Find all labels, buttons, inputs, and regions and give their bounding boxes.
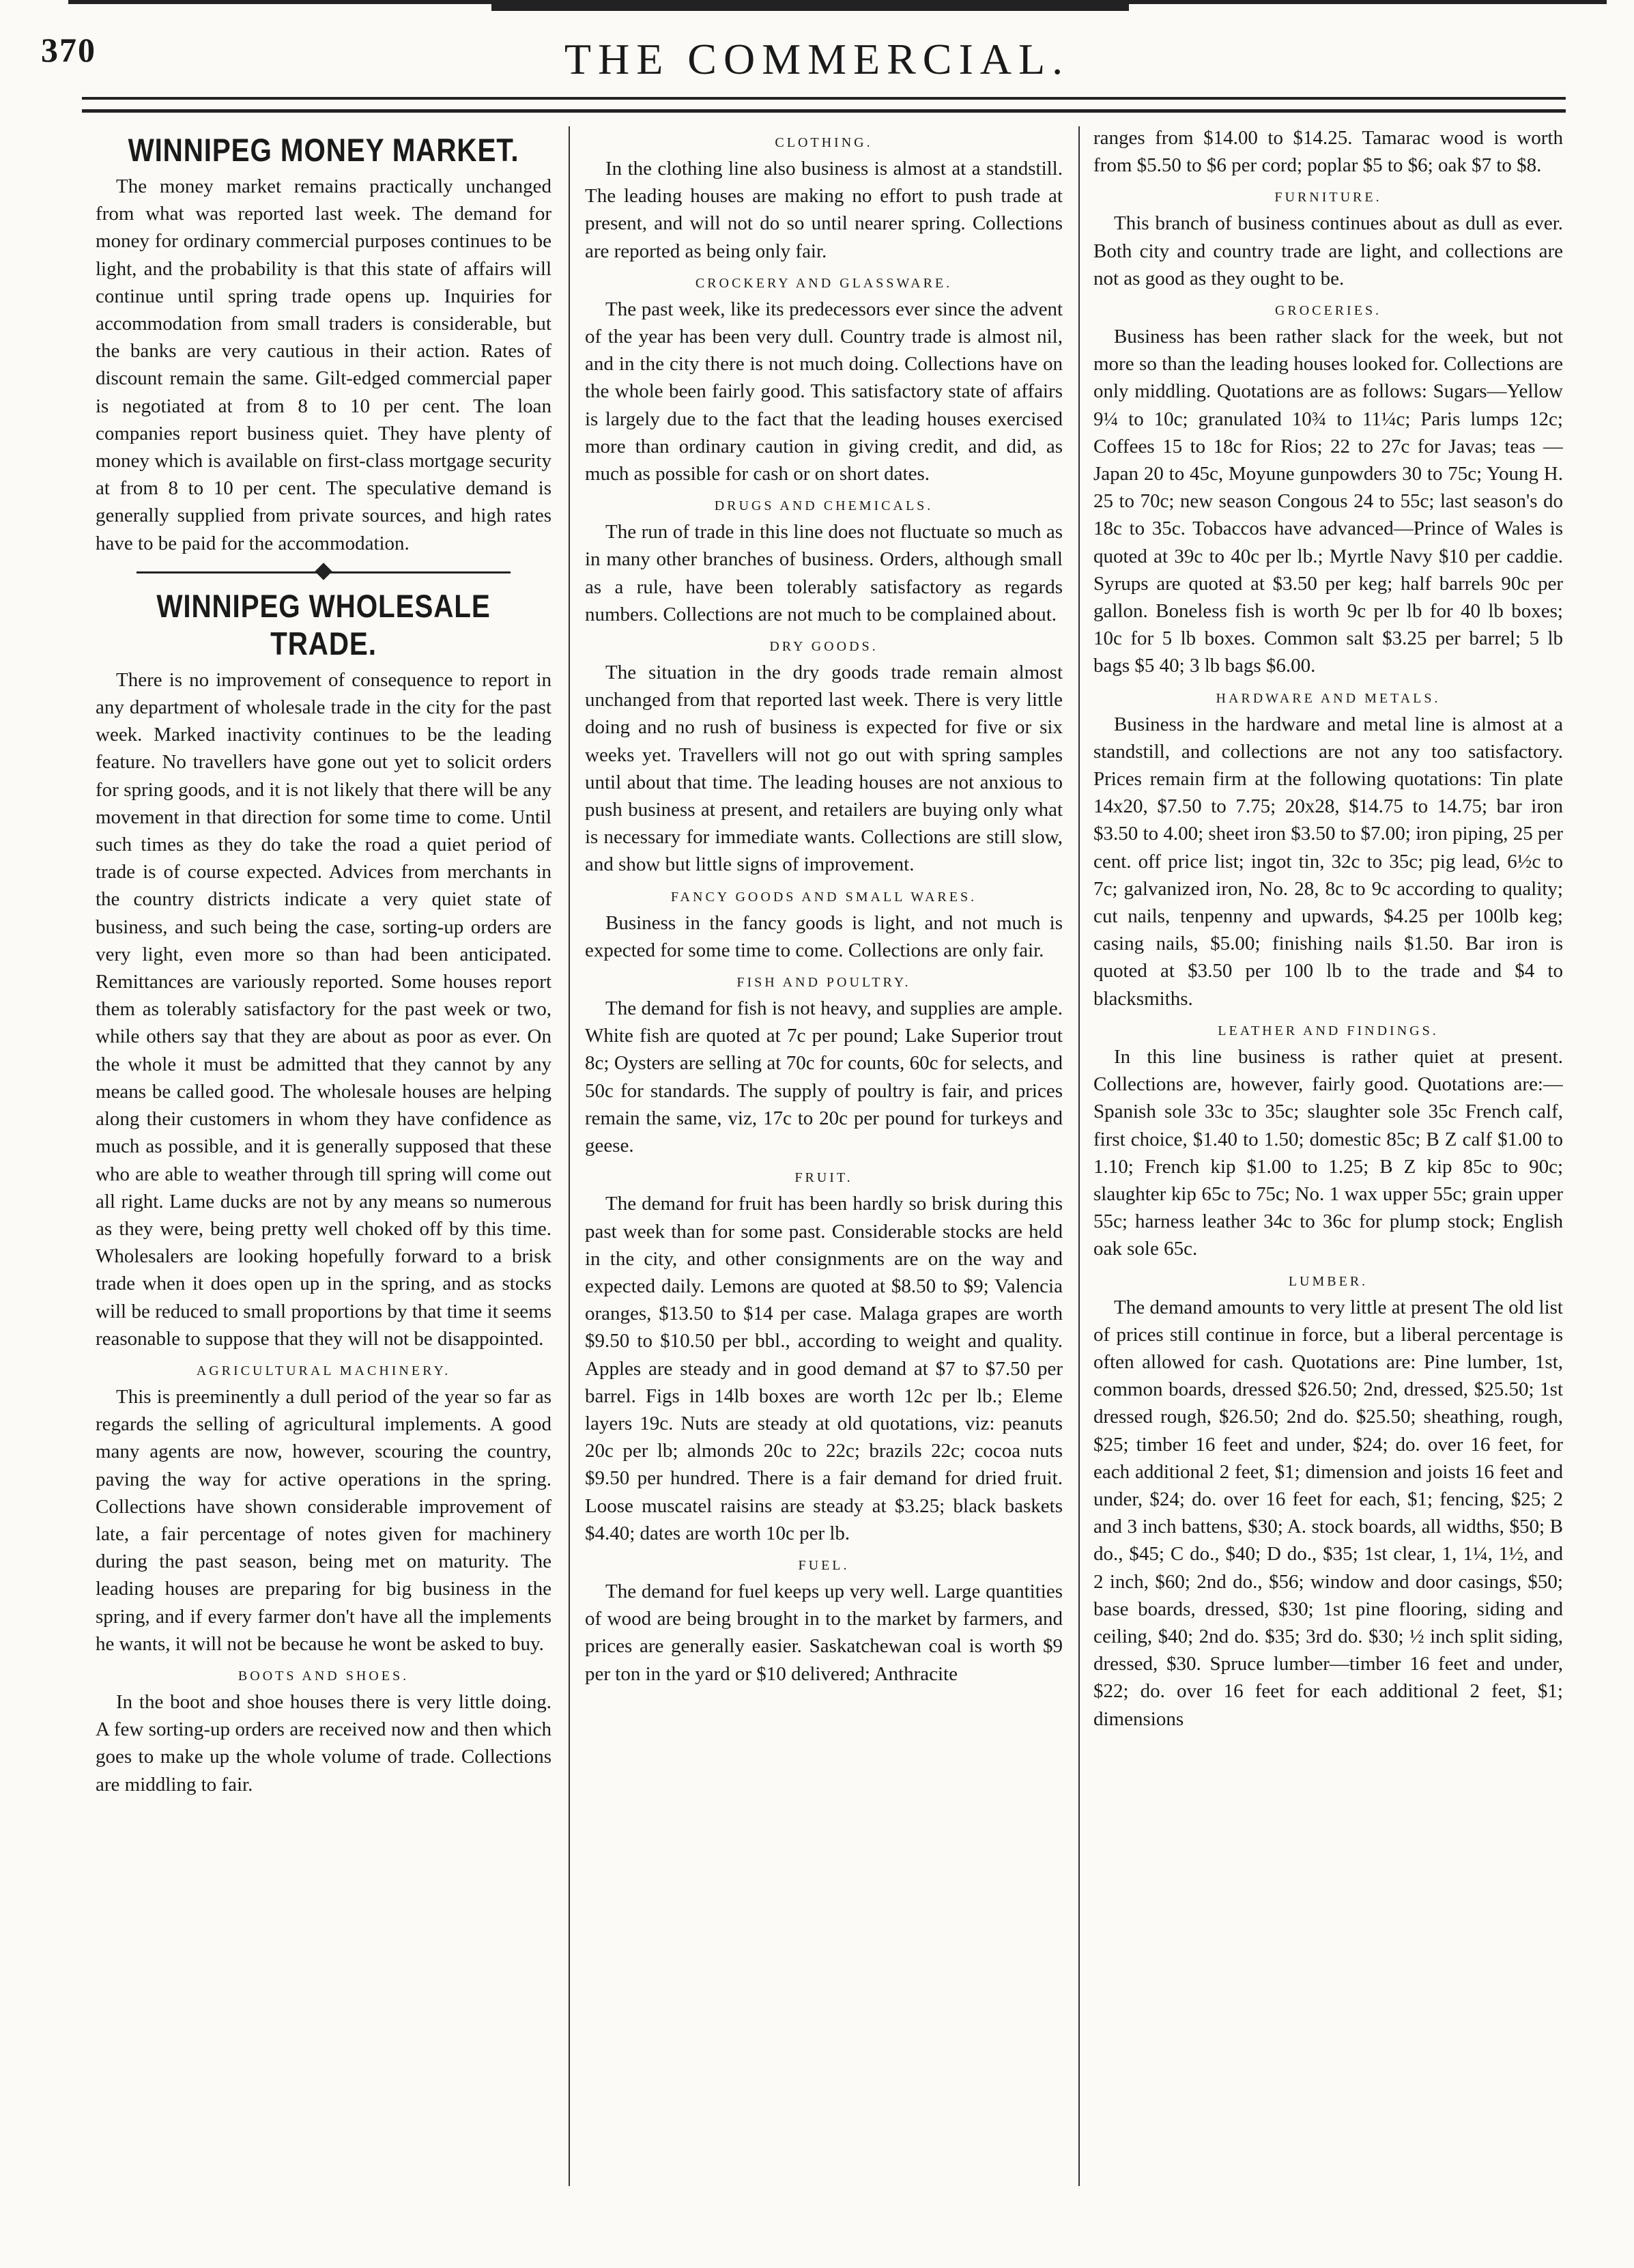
fruit-heading: FRUIT. xyxy=(794,1170,853,1186)
header-rule-thin xyxy=(82,97,1566,100)
clothing-body: In the clothing line also business is almost at a standstill. The leading houses are making no effort to push trade at present, and will not do so until nearer spring. Collections are reported as being only fair. xyxy=(585,158,1063,262)
boots-body: In the boot and shoe houses there is very little doing. A few sorting-up orders are received now and then which goes to make up the whole volume of trade. Collections are middling to fair. xyxy=(96,1690,551,1796)
fruit-body: The demand for fruit has been hardly so brisk during this past week than for some past. Considerable stocks are held in the city, and other consignments are on the way and expected daily. Lemons are quoted at $8.50 to $9; Valencia oranges, $13.50 to $14 per case. Malaga grapes are worth $9.50 to $10.50 per bbl., according to weight and quality. Apples are steady and in good demand at $7 to $7.50 per barrel. Figs in 14lb boxes are worth 12c per lb.; Eleme layers 19c. Nuts are steady at old quotations, viz: peanuts 20c per lb; almonds 20c to 22c; brazils 22c; cocoa nuts $9.50 per hundred. There is a fair demand for dried fruit. Loose muscatel raisins are steady at $3.25; black baskets $4.40; dates are worth 10c per lb. xyxy=(585,1193,1063,1544)
drygoods-body: The situation in the dry goods trade remain almost unchanged from that reported last week. There is very little doing and no rush of business is expected for five or six weeks yet. Travellers will not go out with spring samples until about that time. The leading houses are not anxious to push business at present, and retailers are buying only what is necessary for immediate wants. Collections are still slow, and show but little signs of improvement. xyxy=(585,662,1063,876)
column-divider-2 xyxy=(1078,126,1080,2186)
fancy-goods-heading: FANCY GOODS AND SMALL WARES. xyxy=(670,889,977,905)
crockery-heading: CROCKERY AND GLASSWARE. xyxy=(695,275,953,291)
crockery-body: The past week, like its predecessors ever since the advent of the year has been very dull. Country trade is almost nil, and in the city there is not much doing. Collections have on the whole been fairly good. This satisfactory state of affairs is largely due to the fact that the leading houses exercised more than ordinary caution in giving credit, and did, as much as possible for cash or on short dates. xyxy=(585,298,1063,485)
boots-heading: BOOTS AND SHOES. xyxy=(238,1668,410,1684)
leather-heading: LEATHER AND FINDINGS. xyxy=(1218,1023,1439,1038)
money-market-title: WINNIPEG MONEY MARKET. xyxy=(128,132,519,168)
drugs-body: The run of trade in this line does not fluctuate so much as in many other branches of business. Orders, although small as a rule, have been tolerably satisfactory as regards numbers. Collections are not much to be complained about. xyxy=(585,521,1063,625)
top-border-rule-thick xyxy=(491,4,1129,11)
agricultural-body: This is preeminently a dull period of the year so far as regards the selling of agricultural implements. A good many agents are now, however, scouring the country, paving the way for active operations in the spring. Collections have shown considerable improvement of late, a fair percentage of notes given for machinery during the past season, being met on maturity. The leading houses are preparing for big business in the spring, and if every farmer don't have all the implements he wants, it will not be because he wont be asked to buy. xyxy=(96,1385,551,1655)
fancy-goods-body: Business in the fancy goods is light, and not much is expected for some time to come. Collections are only fair. xyxy=(585,911,1063,961)
fish-heading: FISH AND POULTRY. xyxy=(736,975,911,991)
lumber-body: The demand amounts to very little at present The old list of prices still continue in force, but a liberal percentage is often allowed for cash. Quotations are: Pine lumber, 1st, common boards, dressed $26.50; 2nd, dressed, $25.50; 1st dressed rough, $26.50; 2nd do. $25.50; sheathing, rough, $25; timber 16 feet and under, $24; do. over 16 feet, for each additional 2 feet, $1; dimension and joists 16 feet and under, $24; do. over 16 feet for each, $1; fencing, $25; 2 and 3 inch battens, $30; A. stock boards, all widths, $50; B do., $45; C do., $40; D do., $35; 1st clear, 1, 1¼, 1½, and 2 inch, $60; 2nd do., $56; window and door casings, $50; base boards, dressed, $30; 1st pine flooring, siding and ceiling, $40; 2nd do. $35; 3rd do. $30; ½ inch split siding, dressed, $30. Spruce lumber—timber 16 feet and under, $22; do. over 16 feet for each additional 2 feet, $1; dimensions xyxy=(1093,1296,1563,1730)
drugs-heading: DRUGS AND CHEMICALS. xyxy=(714,498,934,514)
column-1 xyxy=(96,124,551,2200)
column-3 xyxy=(1093,124,1563,2200)
hardware-heading: HARDWARE AND METALS. xyxy=(1216,690,1441,706)
lumber-heading: LUMBER. xyxy=(1288,1273,1368,1289)
page-number: 370 xyxy=(41,31,96,69)
furniture-body: This branch of business continues about as dull as ever. Both city and country trade are light, and collections are not as good as they ought to be. xyxy=(1093,212,1563,289)
drygoods-heading: DRY GOODS. xyxy=(769,639,878,655)
agricultural-heading: AGRICULTURAL MACHINERY. xyxy=(196,1363,451,1378)
fuel-continued: ranges from $14.00 to $14.25. Tamarac wood is worth from $5.50 to $6 per cord; poplar $5 to $6; oak $7 to $8. xyxy=(1093,127,1563,177)
wholesale-trade-body: There is no improvement of consequence to report in any department of wholesale trade in the city for the past week. Marked inactivity continues to be the leading feature. No travellers have gone out yet to solicit orders for spring goods, and it is not likely that there will be any movement in that direction for some time to come. Until such times as they do take the road a quiet period of trade is of course expected. Advices from merchants in the country districts indicate a very quiet state of business, and such being the case, sorting-up orders are very light, even more so than had been anticipated. Remittances are variously reported. Some houses report them as tolerably satisfactory for the past week or two, while others say that they are about as poor as ever. On the whole it must be admitted that they cannot by any means be called good. The wholesale houses are helping along their customers in whom they have confidence as much as possible, and it is generally supposed that these who are able to weather through till spring will come out all right. Lame ducks are not by any means so numerous as they were, being pretty well choked off by this time. Wholesalers are looking hopefully forward to a brisk trade when it does open up in the spring, and as stocks will be reduced to small proportions by that time it seems reasonable to suppose that they will not be disappointed. xyxy=(96,668,551,1350)
hardware-body: Business in the hardware and metal line is almost at a standstill, and collections are not any too satisfactory. Prices remain firm at the following quotations: Tin plate 14x20, $7.50 to 7.75; 20x28, $14.75 to 14.75; bar iron $3.50 to 4.00; sheet iron $3.50 to $7.00; iron piping, 25 per cent. off price list; ingot tin, 32c to 35c; pig lead, 6½c to 7c; galvanized iron, No. 28, 8c to 9c according to quality; cut nails, tenpenny and upwards, $4.25 per 100lb keg; casing nails, $5.00; finishing nails $1.50. Bar iron is quoted at $3.50 per 100 lb to the trade and $4 to blacksmiths. xyxy=(1093,713,1563,1010)
money-market-body: The money market remains practically unchanged from what was reported last week. The demand for money for ordinary commercial purposes continues to be light, and the probability is that this state of affairs will continue until spring trade opens up. Inquiries for accommodation from small traders is considerable, but the banks are very cautious in their action. Rates of discount remain the same. Gilt-edged commercial paper is negotiated at from 8 to 10 per cent. The loan companies report business quiet. They have plenty of money which is available on first-class mortgage security at from 8 to 10 per cent. The speculative demand is generally supplied from private sources, and high rates have to be paid for the accommodation. xyxy=(96,175,551,554)
masthead-title: THE COMMERCIAL. xyxy=(564,35,1070,83)
column-divider-1 xyxy=(569,126,570,2186)
groceries-heading: GROCERIES. xyxy=(1274,303,1382,319)
wholesale-trade-title: WINNIPEG WHOLESALE TRADE. xyxy=(156,587,491,662)
fish-body: The demand for fish is not heavy, and supplies are ample. White fish are quoted at 7c per pound; Lake Superior trout 8c; Oysters are selling at 70c for counts, 60c for selects, and 50c for standards. The supply of poultry is fair, and prices remain the same, viz, 17c to 20c per pound for turkeys and geese. xyxy=(585,997,1063,1157)
section-divider xyxy=(137,564,511,580)
furniture-heading: FURNITURE. xyxy=(1274,190,1382,205)
groceries-body: Business has been rather slack for the week, but not more so than the leading houses looked for. Collections are only middling. Quotations are as follows: Sugars—Yellow 9¼ to 10c; granulated 10¾ to 11¼c; Paris lumps 12c; Coffees 15 to 18c for Rios; 22 to 27c for Javas; teas — Japan 20 to 45c, Moyune gunpowders 30 to 75c; Young H. 25 to 70c; new season Congous 24 to 55c; last season's do 18c to 35c. Tobaccos have advanced—Prince of Wales is quoted at 39c to 40c per lb.; Myrtle Navy $10 per caddie. Syrups are quoted at $3.50 per keg; half barrels 90c per gallon. Boneless fish is worth 9c per lb for 40 lb boxes; 10c for 5 lb boxes. Common salt $3.25 per barrel; 5 lb bags $5 40; 3 lb bags $6.00. xyxy=(1093,326,1563,677)
column-2 xyxy=(585,124,1063,2200)
header-rule-thick xyxy=(82,109,1566,113)
leather-body: In this line business is rather quiet at present. Collections are, however, fairly good. Quotations are:—Spanish sole 33c to 35c; slaughter sole 35c French calf, first choice, $1.40 to 1.50; domestic 85c; B Z calf $1.00 to 1.10; French kip $1.00 to 1.25; B Z kip 85c to 90c; slaughter kip 65c to 75c; No. 1 wax upper 55c; grain upper 55c; harness leather 34c to 36c for plump stock; English oak sole 65c. xyxy=(1093,1045,1563,1260)
fuel-body: The demand for fuel keeps up very well. Large quantities of wood are being brought in to the market by farmers, and prices are generally easier. Saskatchewan coal is worth $9 per ton in the yard or $10 delivered; Anthracite xyxy=(585,1580,1063,1685)
clothing-heading: CLOTHING. xyxy=(775,135,873,150)
fuel-heading: FUEL. xyxy=(798,1557,850,1573)
